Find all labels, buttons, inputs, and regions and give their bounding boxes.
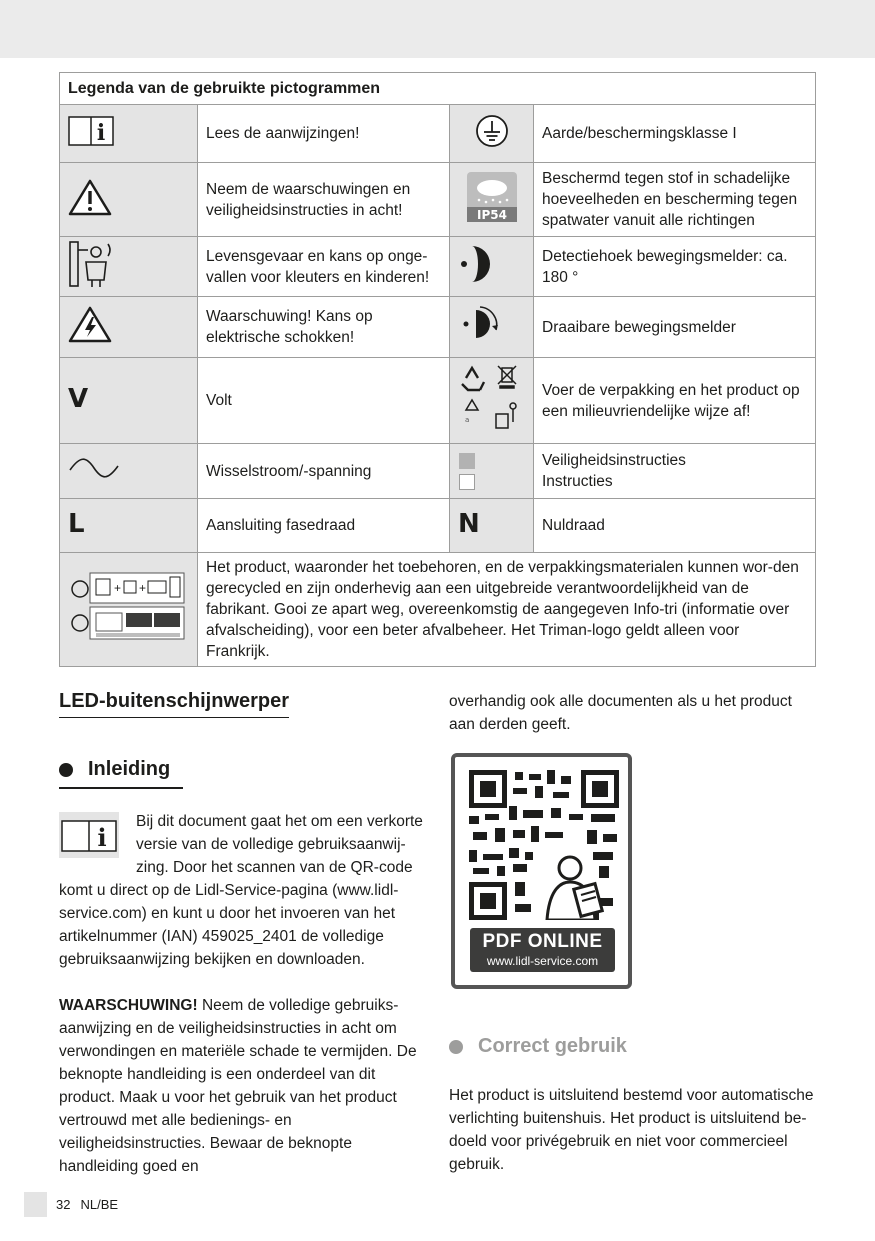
- legend-text: Aansluiting fasedraad: [198, 499, 450, 553]
- svg-text:+: +: [139, 580, 147, 595]
- triman-logo-icon: [60, 553, 198, 667]
- legend-text: Beschermd tegen stof in schadelijke hoeveelheden en bescherming tegen spatwater vanuit alle richtingen: [534, 163, 816, 237]
- intro-line: Bij dit document gaat het om een verkorte: [136, 812, 423, 830]
- top-band: [0, 0, 875, 58]
- legend-text: Voer de verpakking en het product op een milieuvriendelijke wijze af!: [534, 358, 816, 444]
- legend-text: Nuldraad: [534, 499, 816, 553]
- main-title: LED-buitenschijnwerper: [59, 690, 289, 718]
- read-instructions-icon: [59, 810, 136, 879]
- legend-text: Draaibare bewegingsmelder: [534, 297, 816, 358]
- section-title: Inleiding: [88, 758, 171, 780]
- ip54-badge: IP54: [476, 207, 507, 222]
- legend-text: Lees de aanwijzingen!: [198, 105, 450, 163]
- neutral-wire-icon: [450, 499, 534, 553]
- warning-label: WAARSCHUWING!: [59, 996, 198, 1014]
- legend-text: Detectiehoek bewegingsmelder: ca. 180 °: [534, 237, 816, 297]
- phase-wire-icon: [60, 499, 198, 553]
- volt-icon: [60, 358, 198, 444]
- qr-code-icon: [469, 770, 619, 920]
- alternating-current-icon: [60, 444, 198, 499]
- pictogram-legend-table: [59, 72, 816, 667]
- pdf-online-badge: [470, 928, 615, 972]
- protective-earth-icon: [450, 105, 534, 163]
- volt-letter: V: [68, 383, 89, 414]
- footer-marker: [24, 1192, 47, 1217]
- section-bullet-icon: [449, 1040, 463, 1054]
- svg-text:a: a: [465, 415, 470, 424]
- intro-line: zing. Door het scannen van de QR-code: [136, 858, 413, 876]
- child-hazard-icon: [60, 237, 198, 297]
- safety-instructions-swatch-icon: [450, 444, 534, 499]
- section-underline: [59, 787, 183, 789]
- intro-line: versie van de volledige gebruiksaanwij-: [136, 835, 406, 853]
- svg-text:+: +: [114, 580, 122, 595]
- pdf-online-url: www.lidl-service.com: [486, 954, 599, 968]
- triman-text: Het product, waaronder het toebehoren, en de verpakkingsmaterialen kunnen wor-den gerecycled en zijn onderhevig aan een uitgebreide verantwoordelijkheid van de fabrikant. Gooi ze apart weg, overeenkomstig de aangegeven Info-tri (informatie over afvalscheiding), voor een beter afvalbeheer. Het Triman-logo geldt alleen voor Frankrijk.: [198, 553, 816, 667]
- legend-text: Volt: [198, 358, 450, 444]
- warning-paragraph: [59, 994, 425, 1178]
- svg-text:i: i: [96, 119, 106, 146]
- phase-letter: L: [68, 508, 85, 539]
- instructions-label: Instructies: [542, 473, 613, 490]
- continuation-text: overhandig ook alle documenten als u het product aan derden geeft.: [449, 693, 792, 733]
- pdf-online-title: PDF ONLINE: [482, 931, 603, 952]
- neutral-letter: N: [458, 508, 480, 539]
- ip54-icon: [450, 163, 534, 237]
- section-title: Correct gebruik: [478, 1035, 627, 1057]
- legend-text: Levensgevaar en kans op onge-vallen voor kleuters en kinderen!: [198, 237, 450, 297]
- section-heading-correct-gebruik: [449, 1035, 815, 1058]
- read-instructions-icon: [60, 105, 198, 163]
- legend-text: Aarde/beschermingsklasse I: [534, 105, 816, 163]
- section-bullet-icon: [59, 763, 73, 777]
- detection-angle-icon: [450, 237, 534, 297]
- legend-text: Waarschuwing! Kans op elektrische schokken!: [198, 297, 450, 358]
- svg-text:i: i: [97, 822, 107, 852]
- warning-triangle-icon: [60, 163, 198, 237]
- legend-text: Wisselstroom/-spanning: [198, 444, 450, 499]
- section-heading-inleiding: [59, 758, 425, 781]
- electric-shock-warning-icon: [60, 297, 198, 358]
- qr-code-card: [451, 753, 632, 989]
- rotatable-sensor-icon: [450, 297, 534, 358]
- intro-paragraph: komt u direct op de Lidl-Service-pagina (www.lidl-service.com) en kunt u door het invoeren van het artikelnummer (IAN) 459025_2401 de volledige gebruiksaanwijzing bekijken en downloaden.: [59, 881, 399, 968]
- legend-title: Legenda van de gebruikte pictogrammen: [60, 73, 816, 105]
- legend-text-pair: [534, 444, 816, 499]
- locale-label: NL/BE: [80, 1197, 119, 1212]
- page-footer: [24, 1192, 118, 1217]
- page-number: 32: [56, 1197, 71, 1212]
- safety-instructions-label: Veiligheidsinstructies: [542, 452, 686, 469]
- legend-text: Neem de waarschuwingen en veiligheidsinstructies in acht!: [198, 163, 450, 237]
- recycling-icon: [450, 358, 534, 444]
- usage-paragraph: Het product is uitsluitend bestemd voor automatische verlichting buitenshuis. Het product is uitsluitend be-doeld voor privégebruik en niet voor commercieel gebruik.: [449, 1087, 814, 1173]
- warning-text: Neem de volledige gebruiks-aanwijzing en de veiligheidsinstructies in acht om verwondingen en materiële schade te vermijden. De beknopte handleiding is een onderdeel van dit product. Maak u voor het gebruik van het product vertrouwd met alle bedienings- en veiligheidsinstructies. Bewaar de beknopte handleiding goed en: [59, 996, 417, 1175]
